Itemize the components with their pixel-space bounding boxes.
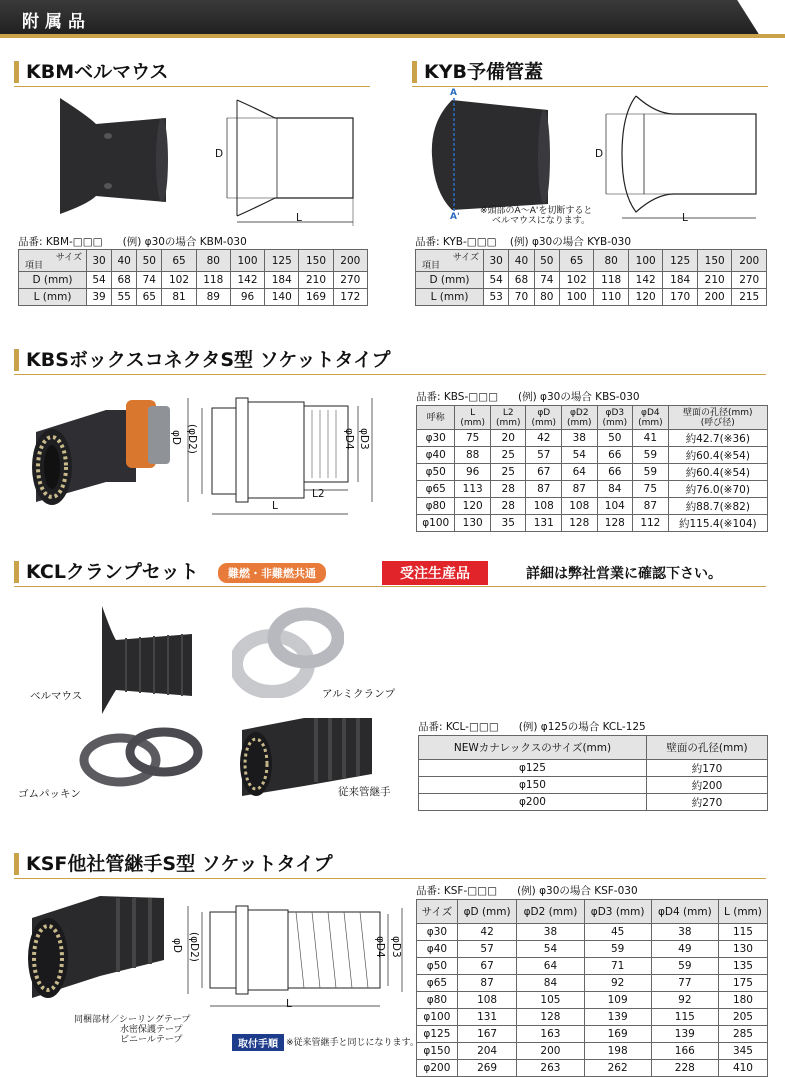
table-cell: 42	[526, 430, 562, 447]
table-row	[417, 1009, 768, 1026]
ksf-prodno: 品番: KSF-□□□ (例) φ30の場合 KSF-030	[416, 885, 638, 897]
table-cell: 65	[137, 289, 162, 306]
size-header-cell: 65	[559, 250, 594, 272]
ksf-dim-phid2: (φD2)	[188, 932, 200, 962]
kbm-photo	[58, 96, 170, 216]
table-cell: φ50	[417, 464, 455, 481]
table-cell: 59	[633, 464, 669, 481]
size-header-cell: 50	[137, 250, 162, 272]
kcl-label-bellmouth: ベルマウス	[30, 690, 83, 702]
table-cell: 270	[732, 272, 767, 289]
table-cell: 198	[584, 1043, 651, 1060]
kcl-label-joint: 従来管継手	[338, 786, 391, 798]
size-header-cell: 200	[732, 250, 767, 272]
kcl-spec-table	[418, 735, 768, 811]
table-cell: 345	[718, 1043, 767, 1060]
ksf-spec-table	[416, 899, 768, 1077]
kcl-title-line	[14, 586, 766, 587]
kbm-title-line	[14, 86, 370, 87]
table-cell: 67	[526, 464, 562, 481]
table-cell: 128	[562, 515, 598, 532]
table-cell: 130	[455, 515, 491, 532]
table-cell: 64	[562, 464, 598, 481]
table-cell: 200	[517, 1043, 584, 1060]
table-header-cell: φD2 (mm)	[517, 900, 584, 924]
table-cell: 204	[457, 1043, 517, 1060]
table-cell: 184	[663, 272, 698, 289]
table-cell: 180	[718, 992, 767, 1009]
table-cell: 128	[597, 515, 633, 532]
kbm-diagram	[215, 98, 365, 228]
table-cell: 105	[517, 992, 584, 1009]
size-header-cell: 30	[87, 250, 112, 272]
size-header-cell: 150	[697, 250, 732, 272]
table-cell: φ200	[417, 1060, 458, 1077]
table-cell: φ30	[417, 430, 455, 447]
table-cell: 210	[697, 272, 732, 289]
table-cell: 110	[594, 289, 629, 306]
table-cell: 75	[455, 430, 491, 447]
size-header-cell: 100	[230, 250, 264, 272]
table-cell: 74	[534, 272, 559, 289]
table-cell: 109	[584, 992, 651, 1009]
table-cell: 約60.4(※54)	[668, 464, 767, 481]
ksf-title: KSF他社管継手S型 ソケットタイプ	[14, 852, 333, 876]
table-cell: 87	[562, 481, 598, 498]
table-row	[416, 272, 767, 289]
kcl-prodno: 品番: KCL-□□□ (例) φ125の場合 KCL-125	[418, 721, 646, 733]
table-header-cell: L (mm)	[455, 406, 491, 430]
table-cell: 88	[455, 447, 491, 464]
table-header-cell: φD3 (mm)	[597, 406, 633, 430]
table-row	[417, 1043, 768, 1060]
corner-top-label: サイズ	[55, 253, 82, 263]
kyb-cut-note: ※頭部のA～A'を切断すると ベルマウスになります。	[480, 206, 593, 226]
kyb-title-line	[412, 86, 768, 87]
table-header-cell: φD (mm)	[526, 406, 562, 430]
table-cell: 112	[633, 515, 669, 532]
table-header-row	[416, 250, 767, 272]
table-row	[417, 464, 768, 481]
row-label-cell: D (mm)	[416, 272, 484, 289]
table-cell: 285	[718, 1026, 767, 1043]
table-cell: 118	[594, 272, 629, 289]
table-cell: 120	[455, 498, 491, 515]
kbm-dim-l: L	[296, 212, 302, 224]
table-header-cell: 壁面の孔径(mm) (呼び径)	[668, 406, 767, 430]
table-cell: 77	[651, 975, 718, 992]
table-cell: 28	[490, 481, 526, 498]
page-title: 附属品	[22, 12, 91, 32]
table-header-cell: L (mm)	[718, 900, 767, 924]
table-cell: φ80	[417, 498, 455, 515]
kcl-clamp-photo	[232, 606, 344, 698]
corner-top-label: サイズ	[452, 253, 479, 263]
kyb-dim-l: L	[682, 212, 688, 224]
table-cell: 59	[584, 941, 651, 958]
table-cell: φ200	[419, 794, 647, 811]
table-cell: 262	[584, 1060, 651, 1077]
table-cell: 104	[597, 498, 633, 515]
table-row	[417, 430, 768, 447]
table-cell: 38	[517, 924, 584, 941]
table-cell: φ40	[417, 447, 455, 464]
table-cell: 20	[490, 430, 526, 447]
size-header-cell: 80	[594, 250, 629, 272]
size-header-cell: 150	[299, 250, 333, 272]
row-label-cell: L (mm)	[416, 289, 484, 306]
table-cell: 169	[299, 289, 333, 306]
table-cell: φ40	[417, 941, 458, 958]
kbm-title: KBMベルマウス	[14, 60, 169, 84]
table-cell: 410	[718, 1060, 767, 1077]
table-cell: 163	[517, 1026, 584, 1043]
kcl-packing-photo	[78, 722, 204, 788]
kyb-spec-table	[415, 249, 767, 306]
table-row	[419, 794, 768, 811]
table-cell: 108	[457, 992, 517, 1009]
kyb-marker-a: A	[450, 88, 457, 98]
table-row	[419, 760, 768, 777]
table-header-cell: 呼称	[417, 406, 455, 430]
table-row	[19, 289, 368, 306]
table-cell: 41	[633, 430, 669, 447]
table-cell: 131	[457, 1009, 517, 1026]
table-cell: 約76.0(※70)	[668, 481, 767, 498]
table-header-row	[19, 250, 368, 272]
table-cell: 55	[112, 289, 137, 306]
table-header-row	[417, 406, 768, 430]
table-cell: 102	[162, 272, 196, 289]
ksf-procedure-tag: 取付手順	[232, 1034, 284, 1051]
table-header-cell: NEWカナレックスのサイズ(mm)	[419, 736, 647, 760]
table-cell: 96	[230, 289, 264, 306]
table-row	[417, 481, 768, 498]
table-cell: 142	[230, 272, 264, 289]
kcl-flame-badge: 難燃・非難燃共通	[218, 563, 326, 583]
table-cell: 35	[490, 515, 526, 532]
ksf-dim-phid3: φD3	[390, 936, 402, 958]
table-header-cell: φD2 (mm)	[562, 406, 598, 430]
table-header-cell: φD3 (mm)	[584, 900, 651, 924]
table-cell: φ50	[417, 958, 458, 975]
table-cell: 113	[455, 481, 491, 498]
table-cell: 38	[651, 924, 718, 941]
kyb-marker-a-prime: A'	[450, 212, 460, 222]
ksf-title-line	[14, 878, 766, 879]
table-cell: φ80	[417, 992, 458, 1009]
table-cell: 215	[732, 289, 767, 306]
kbs-diagram	[180, 392, 380, 522]
table-cell: φ125	[417, 1026, 458, 1043]
kyb-dim-d: D	[595, 148, 604, 160]
kcl-order-badge: 受注生産品	[382, 561, 488, 585]
table-cell: 169	[584, 1026, 651, 1043]
kcl-label-clamp: アルミクランプ	[322, 688, 396, 700]
table-cell: 25	[490, 464, 526, 481]
table-header-cell: 壁面の孔径(mm)	[646, 736, 767, 760]
table-cell: 92	[651, 992, 718, 1009]
kcl-bellmouth-photo	[96, 604, 201, 716]
table-cell: 139	[651, 1026, 718, 1043]
table-cell: φ30	[417, 924, 458, 941]
table-cell: 128	[517, 1009, 584, 1026]
table-cell: 100	[559, 289, 594, 306]
kbm-spec-table	[18, 249, 368, 306]
table-cell: 135	[718, 958, 767, 975]
table-cell: 68	[112, 272, 137, 289]
table-row	[417, 992, 768, 1009]
table-cell: 38	[562, 430, 598, 447]
kbs-dim-phid: φD	[170, 430, 182, 446]
kbs-dim-phid3: φD3	[358, 428, 370, 450]
table-cell: 102	[559, 272, 594, 289]
table-cell: 131	[526, 515, 562, 532]
table-cell: 28	[490, 498, 526, 515]
table-header-row	[417, 900, 768, 924]
table-row	[19, 272, 368, 289]
kyb-diagram	[596, 94, 766, 224]
table-corner-cell	[416, 250, 484, 272]
table-cell: 66	[597, 464, 633, 481]
size-header-cell: 100	[628, 250, 663, 272]
kyb-title: KYB予備管蓋	[412, 60, 543, 84]
table-cell: 80	[534, 289, 559, 306]
kyb-photo	[430, 92, 555, 220]
table-cell: 84	[597, 481, 633, 498]
table-cell: 120	[628, 289, 663, 306]
table-cell: 25	[490, 447, 526, 464]
table-cell: 81	[162, 289, 196, 306]
table-header-cell: φD4 (mm)	[651, 900, 718, 924]
ksf-photo	[20, 888, 170, 1008]
table-cell: 68	[509, 272, 534, 289]
table-row	[417, 498, 768, 515]
table-header-cell: L2 (mm)	[490, 406, 526, 430]
table-cell: φ125	[419, 760, 647, 777]
table-cell: 39	[87, 289, 112, 306]
table-cell: φ150	[417, 1043, 458, 1060]
ksf-dim-phid: φD	[171, 938, 183, 954]
kbs-prodno: 品番: KBS-□□□ (例) φ30の場合 KBS-030	[416, 391, 640, 403]
header-bar	[0, 0, 785, 40]
table-row	[417, 958, 768, 975]
table-row	[417, 975, 768, 992]
table-cell: 210	[299, 272, 333, 289]
table-cell: 96	[455, 464, 491, 481]
kbm-prodno: 品番: KBM-□□□ (例) φ30の場合 KBM-030	[18, 236, 247, 248]
table-cell: 170	[663, 289, 698, 306]
table-cell: 184	[265, 272, 299, 289]
table-cell: 67	[457, 958, 517, 975]
table-cell: 64	[517, 958, 584, 975]
table-cell: 108	[562, 498, 598, 515]
ksf-dim-phid4: φD4	[374, 936, 386, 958]
table-cell: 172	[333, 289, 367, 306]
table-cell: 50	[597, 430, 633, 447]
table-cell: 70	[509, 289, 534, 306]
corner-bottom-label: 項目	[422, 261, 441, 271]
table-cell: 228	[651, 1060, 718, 1077]
table-cell: 175	[718, 975, 767, 992]
size-header-cell: 125	[663, 250, 698, 272]
table-cell: 約60.4(※54)	[668, 447, 767, 464]
kbs-title-line	[14, 374, 766, 375]
kbs-dim-phid2: (φD2)	[186, 424, 198, 454]
table-cell: 92	[584, 975, 651, 992]
table-cell: 54	[484, 272, 509, 289]
table-cell: 約88.7(※82)	[668, 498, 767, 515]
table-cell: 270	[333, 272, 367, 289]
table-cell: φ100	[417, 1009, 458, 1026]
table-cell: 205	[718, 1009, 767, 1026]
table-cell: 166	[651, 1043, 718, 1060]
kcl-contact-note: 詳細は弊社営業に確認下さい。	[526, 566, 722, 582]
table-cell: 84	[517, 975, 584, 992]
kcl-title: KCLクランプセット	[14, 560, 199, 584]
row-label-cell: L (mm)	[19, 289, 87, 306]
table-row	[417, 924, 768, 941]
table-cell: 約42.7(※36)	[668, 430, 767, 447]
table-corner-cell	[19, 250, 87, 272]
table-header-row	[419, 736, 768, 760]
table-row	[417, 447, 768, 464]
kcl-label-packing: ゴムパッキン	[18, 788, 81, 800]
size-header-cell: 50	[534, 250, 559, 272]
table-cell: 87	[633, 498, 669, 515]
table-cell: 約270	[646, 794, 767, 811]
table-cell: φ65	[417, 975, 458, 992]
table-cell: 71	[584, 958, 651, 975]
table-cell: 49	[651, 941, 718, 958]
kbs-dim-phid4: φD4	[343, 428, 355, 450]
table-header-cell: φD (mm)	[457, 900, 517, 924]
table-cell: 167	[457, 1026, 517, 1043]
table-cell: 66	[597, 447, 633, 464]
table-cell: 75	[633, 481, 669, 498]
table-header-cell: φD4 (mm)	[633, 406, 669, 430]
table-cell: 139	[584, 1009, 651, 1026]
table-row	[417, 515, 768, 532]
size-header-cell: 200	[333, 250, 367, 272]
table-cell: 263	[517, 1060, 584, 1077]
table-cell: φ100	[417, 515, 455, 532]
corner-bottom-label: 項目	[25, 261, 44, 271]
table-cell: 130	[718, 941, 767, 958]
table-cell: 142	[628, 272, 663, 289]
table-cell: φ150	[419, 777, 647, 794]
size-header-cell: 65	[162, 250, 196, 272]
row-label-cell: D (mm)	[19, 272, 87, 289]
ksf-parts: 同梱部材／シーリングテープ 水密保護テープ ビニールテープ	[74, 1015, 191, 1045]
table-cell: 59	[651, 958, 718, 975]
table-cell: 42	[457, 924, 517, 941]
table-row	[417, 1026, 768, 1043]
kbs-dim-l2: L2	[312, 488, 325, 500]
table-cell: 54	[517, 941, 584, 958]
table-cell: 118	[196, 272, 230, 289]
kbs-dim-l: L	[272, 500, 278, 512]
table-cell: 140	[265, 289, 299, 306]
table-header-cell: サイズ	[417, 900, 458, 924]
kbs-title: KBSボックスコネクタS型 ソケットタイプ	[14, 348, 391, 372]
table-cell: 約115.4(※104)	[668, 515, 767, 532]
kbm-dim-d: D	[215, 148, 224, 160]
table-cell: 54	[87, 272, 112, 289]
size-header-cell: 125	[265, 250, 299, 272]
kyb-prodno: 品番: KYB-□□□ (例) φ30の場合 KYB-030	[415, 236, 632, 248]
table-cell: 115	[718, 924, 767, 941]
table-cell: 約200	[646, 777, 767, 794]
table-cell: 87	[457, 975, 517, 992]
table-cell: 59	[633, 447, 669, 464]
kbs-spec-table	[416, 405, 768, 532]
table-row	[416, 289, 767, 306]
table-cell: 89	[196, 289, 230, 306]
table-cell: 74	[137, 272, 162, 289]
size-header-cell: 30	[484, 250, 509, 272]
size-header-cell: 40	[509, 250, 534, 272]
table-cell: 57	[457, 941, 517, 958]
kbs-photo	[26, 392, 176, 512]
ksf-dim-l: L	[286, 998, 292, 1010]
size-header-cell: 80	[196, 250, 230, 272]
table-cell: 269	[457, 1060, 517, 1077]
table-cell: 54	[562, 447, 598, 464]
table-cell: φ65	[417, 481, 455, 498]
size-header-cell: 40	[112, 250, 137, 272]
table-cell: 87	[526, 481, 562, 498]
table-cell: 53	[484, 289, 509, 306]
table-cell: 200	[697, 289, 732, 306]
table-row	[417, 1060, 768, 1077]
ksf-procedure-note: ※従来管継手と同じになります。	[286, 1038, 419, 1048]
table-cell: 108	[526, 498, 562, 515]
table-row	[419, 777, 768, 794]
table-cell: 115	[651, 1009, 718, 1026]
table-cell: 45	[584, 924, 651, 941]
table-row	[417, 941, 768, 958]
table-cell: 約170	[646, 760, 767, 777]
table-cell: 57	[526, 447, 562, 464]
